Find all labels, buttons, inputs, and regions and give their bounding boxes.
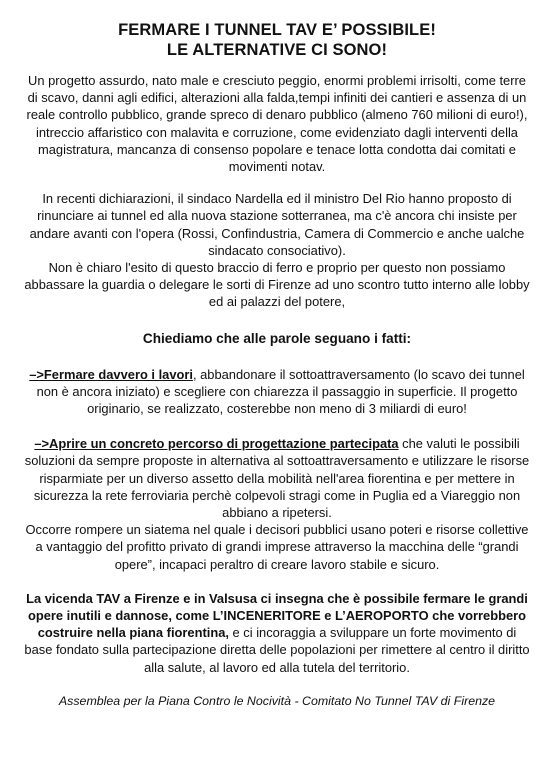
title-line-1: FERMARE I TUNNEL TAV E’ POSSIBILE! bbox=[118, 21, 436, 39]
demand-item-stop-works bbox=[22, 366, 532, 418]
system-paragraph: Occorre rompere un siatema nel quale i decisori pubblici usano poteri e risorse collettive a vantaggio del profitto privato di grandi imprese attraverso la macchina delle “grandi opere”, incapaci peraltro di creare lavoro stabile e sicuro. bbox=[25, 522, 529, 572]
closing-bold-text: La vicenda TAV a Firenze e in Valsusa ci insegna che è possibile fermare le grandi opere inutili e dannose, come L’INCENERITORE e L’AEROPORTO che vorrebbero costruire nella piana fiorentina, bbox=[26, 590, 528, 641]
demand-item-participatory-design-lead: –>Aprire un concreto percorso di progettazione partecipata bbox=[34, 436, 399, 452]
demand-item-stop-works-text: , abbandonare il sottoattraversamento (lo scavo dei tunnel non è ancora iniziato) e scegliere con chiarezza il passaggio in superficie. Il progetto originario, se realizzato, costerebbe non meno di 3 miliardi di euro! bbox=[36, 366, 525, 417]
uncertain-outcome-paragraph: Non è chiaro l'esito di questo braccio di ferro e proprio per questo non possiamo abbassare la guardia o delegare le sorti di Firenze ad uno scontro tutto interno alle lobby ed ai palazzi del potere, bbox=[24, 260, 530, 310]
title-line-2: LE ALTERNATIVE CI SONO! bbox=[166, 41, 388, 59]
demand-item-participatory-design-text: che valuti le possibili soluzioni da sempre proposte in alternativa al sottoattraversamento e utilizzare le risorse risparmiate per un diverso assetto della mobilità nell'area fiorentina e per mettere in sicurezza la rete ferroviaria perchè colpevoli stragi come in Puglia ed a Viareggio non abbiano a ripetersi. bbox=[24, 436, 530, 521]
demand-item-participatory-design bbox=[22, 435, 532, 521]
demand-item-stop-works-lead: –>Fermare davvero i lavori bbox=[29, 366, 193, 382]
flyer-title bbox=[22, 20, 532, 60]
closing-rest-text: e ci incoraggia a sviluppare un forte movimento di base fondato sulla partecipazione diretta delle popolazioni per rimettere al centro il diritto alla salute, al lavoro ed alla tutela del territorio. bbox=[24, 625, 530, 675]
signature-line: Assemblea per la Piana Contro le Nocività - Comitato No Tunnel TAV di Firenze bbox=[58, 693, 496, 708]
declarations-paragraph: In recenti dichiarazioni, il sindaco Nardella ed il ministro Del Rio hanno proposto di rinunciare ai tunnel ed alla nuova stazione sotterranea, ma c'è ancora chi insiste per andare avanti con l'opera (Rossi, Confindustria, Camera di Commercio e anche ualche sindacato consociativo). bbox=[29, 191, 525, 258]
intro-paragraph: Un progetto assurdo, nato male e cresciuto peggio, enormi problemi irrisolti, come terre di scavo, danni agli edifici, alterazioni alla falda,tempi infiniti dei cantieri e assenza di un reale controllo pubblico, grande spreco di denaro pubblico (almeno 760 milioni di euro!), intreccio affaristico con malavita e corruzione, come evidenziato dagli interventi della magistratura, mancanza di consenso popolare e tenace lotta condotta dai comitati e movimenti notav. bbox=[26, 73, 528, 175]
demands-heading: Chiediamo che alle parole seguano i fatti: bbox=[142, 330, 412, 346]
closing-paragraph bbox=[22, 590, 532, 676]
